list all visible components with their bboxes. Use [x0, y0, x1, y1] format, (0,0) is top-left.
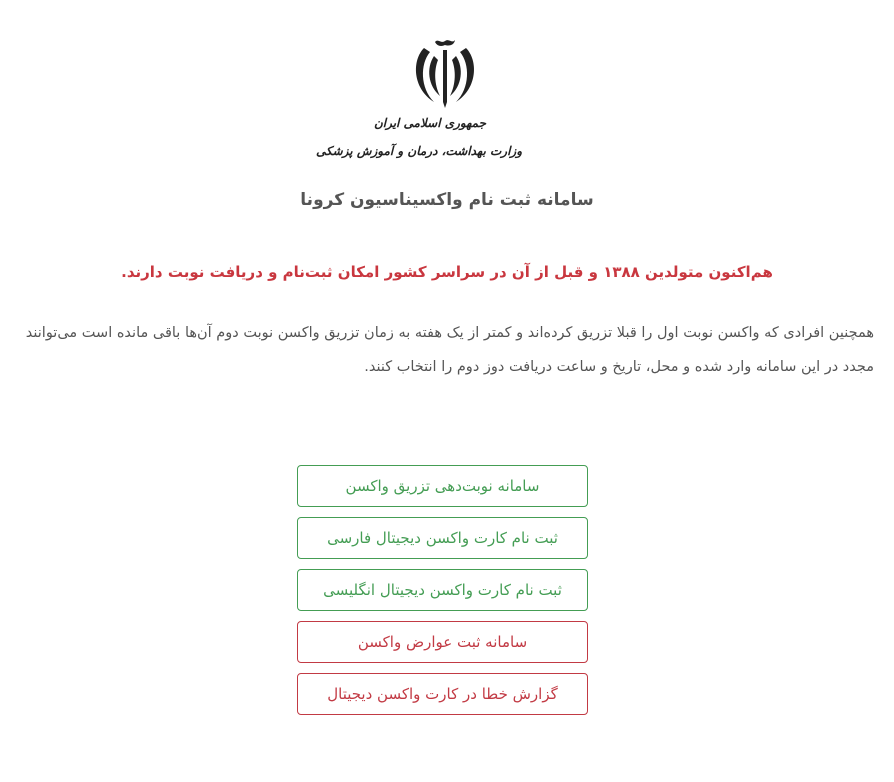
digital-card-persian-button[interactable]: ثبت نام کارت واکسن دیجیتال فارسی — [297, 517, 588, 559]
header-logo-block — [0, 36, 894, 176]
eligibility-alert: هم‌اکنون متولدین ۱۳۸۸ و قبل از آن در سراسر کشور امکان ثبت‌نام و دریافت نوبت دارند. — [121, 263, 773, 281]
action-buttons — [297, 465, 588, 725]
logo-text-republic: جمهوری اسلامی ایران — [373, 116, 486, 130]
vaccine-appointment-button[interactable]: سامانه نوبت‌دهی تزریق واکسن — [297, 465, 588, 507]
vaccine-side-effects-button[interactable]: سامانه ثبت عوارض واکسن — [297, 621, 588, 663]
digital-card-english-button[interactable]: ثبت نام کارت واکسن دیجیتال انگلیسی — [297, 569, 588, 611]
second-dose-info: همچنین افرادی که واکسن نوبت اول را قبلا تزریق کرده‌اند و کمتر از یک هفته به زمان تزریق واکسن نوبت دوم آن‌ها باقی مانده است می‌توانند مجدد در این سامانه وارد شده و محل، تاریخ و ساعت دریافت دوز دوم را انتخاب کنند. — [25, 325, 874, 375]
logo-text-ministry: وزارت بهداشت، درمان و آموزش پزشکی — [316, 144, 522, 158]
iran-emblem-icon — [410, 36, 480, 112]
ministry-logo — [316, 36, 522, 176]
card-error-report-button[interactable]: گزارش خطا در کارت واکسن دیجیتال — [297, 673, 588, 715]
page-title: سامانه ثبت نام واکسیناسیون کرونا — [300, 190, 594, 210]
